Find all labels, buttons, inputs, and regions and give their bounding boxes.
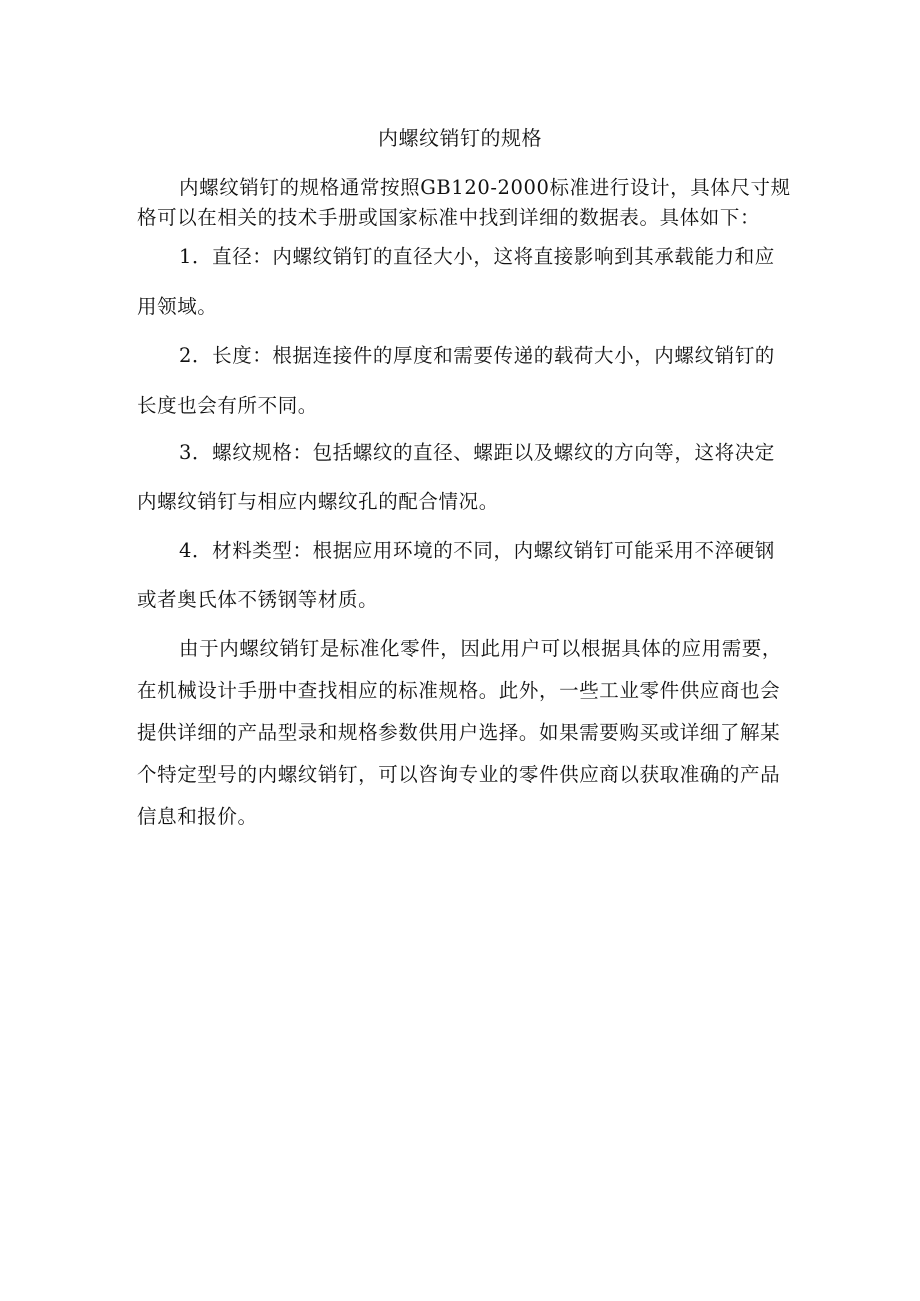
document-title: 内螺纹销钉的规格 xyxy=(378,126,542,150)
conclusion-line-1: 由于内螺纹销钉是标准化零件，因此用户可以根据具体的应用需要， xyxy=(179,637,783,660)
conclusion-line-5: 信息和报价。 xyxy=(137,805,258,828)
conclusion-line-2: 在机械设计手册中查找相应的标准规格。此外，一些工业零件供应商也会 xyxy=(137,679,781,702)
spec-item-line-2: 用领域。 xyxy=(137,295,218,318)
conclusion-line-4: 个特定型号的内螺纹销钉，可以咨询专业的零件供应商以获取准确的产品 xyxy=(137,763,781,786)
spec-item-line-2: 长度也会有所不同。 xyxy=(137,394,318,417)
intro-line-2: 格可以在相关的技术手册或国家标准中找到详细的数据表。具体如下： xyxy=(137,206,761,229)
intro-line-1: 内螺纹销钉的规格通常按照GB120-2000标准进行设计，具体尺寸规 xyxy=(179,176,791,199)
spec-item-line-1: 3．螺纹规格：包括螺纹的直径、螺距以及螺纹的方向等，这将决定 xyxy=(179,441,775,464)
spec-item-line-1: 4．材料类型：根据应用环境的不同，内螺纹销钉可能采用不淬硬钢 xyxy=(179,539,775,562)
conclusion-line-3: 提供详细的产品型录和规格参数供用户选择。如果需要购买或详细了解某 xyxy=(137,721,781,744)
spec-item-line-2: 内螺纹销钉与相应内螺纹孔的配合情况。 xyxy=(137,490,499,513)
spec-item-line-1: 1．直径：内螺纹销钉的直径大小，这将直接影响到其承载能力和应 xyxy=(179,245,775,268)
spec-item-line-1: 2．长度：根据连接件的厚度和需要传递的载荷大小，内螺纹销钉的 xyxy=(179,344,775,367)
spec-item-line-2: 或者奥氏体不锈钢等材质。 xyxy=(137,588,379,611)
